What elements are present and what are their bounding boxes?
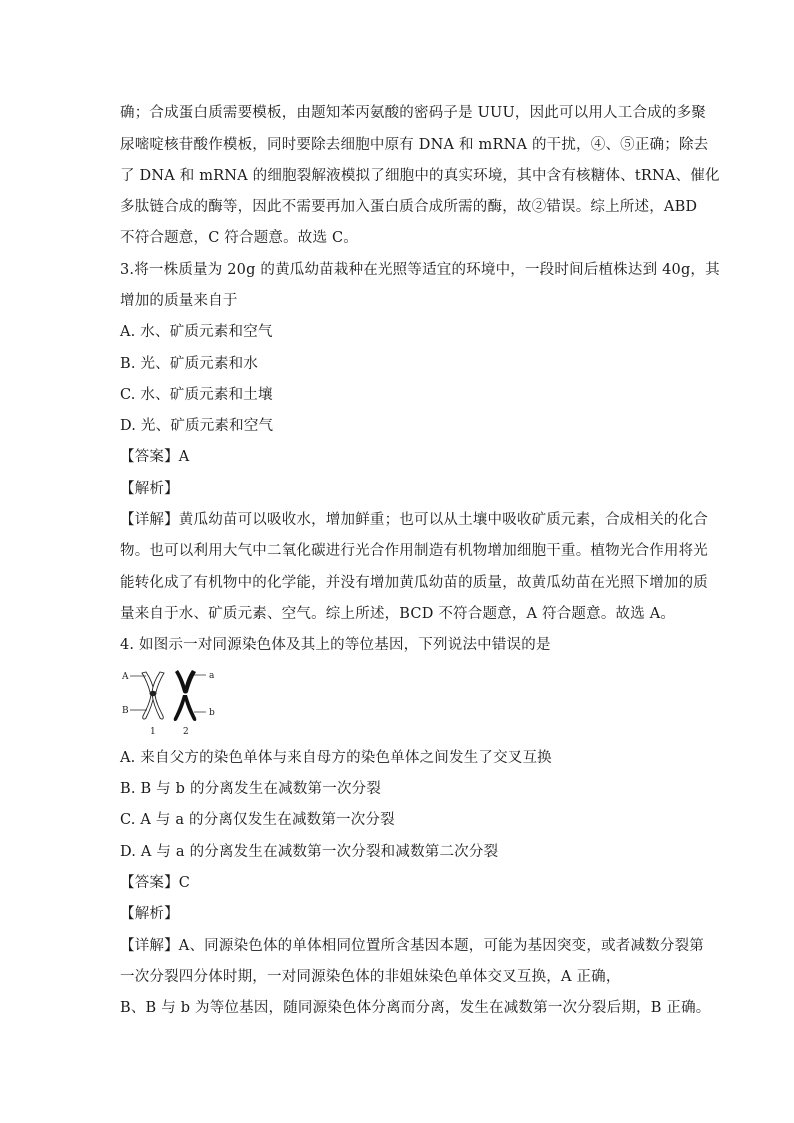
- option-a: A. 来自父方的染色单体与来自母方的染色单体之间发生了交叉互换: [120, 750, 552, 766]
- option-b: B. B 与 b 的分离发生在减数第一次分裂: [120, 781, 382, 797]
- answer-label: 【答案】C: [120, 875, 191, 891]
- option-a: A. 水、矿质元素和空气: [120, 324, 273, 340]
- question-3-stem: 3.将一株质量为 20g 的黄瓜幼苗栽种在光照等适宜的环境中，一段时间后植株达到 40g，其: [120, 262, 720, 278]
- question-4-stem: 4. 如图示一对同源染色体及其上的等位基因，下列说法中错误的是: [120, 637, 551, 653]
- detail-text: B、B 与 b 为等位基因，随同源染色体分离而分离，发生在减数第一次分裂后期，B 正确。: [120, 1000, 711, 1016]
- figure-label-1: 1: [150, 727, 156, 736]
- option-d: D. 光、矿质元素和空气: [120, 418, 274, 434]
- text-line: 了 DNA 和 mRNA 的细胞裂解液模拟了细胞中的真实环境，其中含有核糖体、tRNA、催化: [120, 168, 720, 184]
- detail-text: 【详解】黄瓜幼苗可以吸收水，增加鲜重；也可以从土壤中吸收矿质元素，合成相关的化合: [120, 512, 708, 528]
- question-3-stem: 增加的质量来自于: [120, 293, 238, 309]
- option-b: B. 光、矿质元素和水: [120, 356, 259, 372]
- text-line: 确；合成蛋白质需要模板，由题知苯丙氨酸的密码子是 UUU，因此可以用人工合成的多聚: [120, 105, 706, 121]
- gene-label-A: A: [122, 672, 129, 682]
- text-line: 尿嘧啶核苷酸作模板，同时要除去细胞中原有 DNA 和 mRNA 的干扰，④、⑤正确；除去: [120, 137, 709, 153]
- answer-label: 【答案】A: [120, 449, 190, 465]
- detail-text: 物。也可以利用大气中二氧化碳进行光合作用制造有机物增加细胞干重。植物光合作用将光: [120, 543, 708, 559]
- detail-text: 一次分裂四分体时期，一对同源染色体的非姐妹染色单体交叉互换，A 正确，: [120, 969, 621, 985]
- analysis-label: 【解析】: [120, 481, 179, 497]
- text-line: 多肽链合成的酶等，因此不需要再加入蛋白质合成所需的酶，故②错误。综上所述，ABD: [120, 199, 698, 215]
- analysis-label: 【解析】: [120, 906, 179, 922]
- chromosome-1: [142, 672, 164, 719]
- gene-label-a: a: [209, 671, 215, 681]
- option-c: C. A 与 a 的分离仅发生在减数第一次分裂: [120, 812, 395, 828]
- detail-text: 量来自于水、矿质元素、空气。综上所述，BCD 不符合题意，A 符合题意。故选 A。: [120, 606, 676, 622]
- detail-text: 能转化成了有机物中的化学能，并没有增加黄瓜幼苗的质量，故黄瓜幼苗在光照下增加的质: [120, 575, 708, 591]
- text-line: 不符合题意，C 符合题意。故选 C。: [120, 230, 359, 246]
- gene-label-b: b: [209, 708, 215, 718]
- chromosome-figure: [120, 664, 230, 736]
- gene-label-B: B: [122, 706, 129, 716]
- option-c: C. 水、矿质元素和土壤: [120, 387, 273, 403]
- option-d: D. A 与 a 的分离发生在减数第一次分裂和减数第二次分裂: [120, 844, 499, 860]
- detail-text: 【详解】A、同源染色体的单体相同位置所含基因本题，可能为基因突变，或者减数分裂第: [120, 938, 704, 954]
- figure-label-2: 2: [183, 727, 189, 736]
- chromosome-2: [174, 670, 197, 721]
